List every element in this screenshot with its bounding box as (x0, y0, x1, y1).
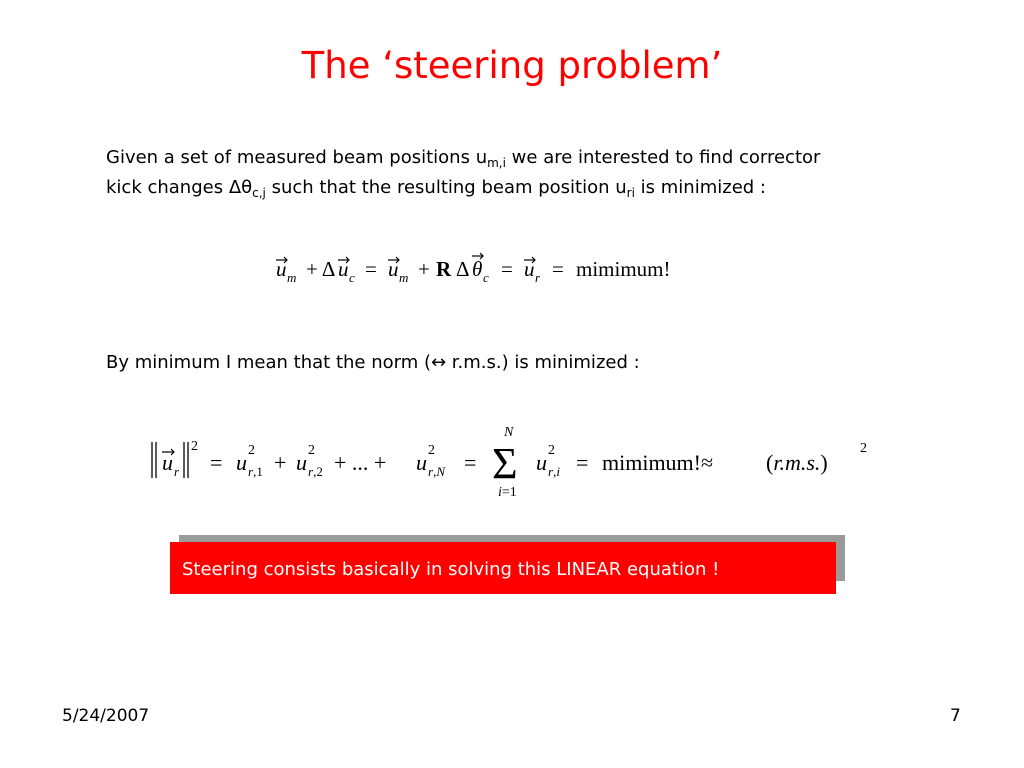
svg-text:=: = (576, 450, 589, 475)
norm-equation (146, 420, 886, 510)
svg-text:=: = (501, 257, 513, 281)
svg-text:u: u (236, 450, 247, 475)
svg-text:mimimum!≈: mimimum!≈ (602, 450, 714, 475)
delta-theta-symbol: Δθ (228, 177, 253, 198)
svg-text:=: = (552, 257, 564, 281)
svg-text:=: = (365, 257, 377, 281)
svg-text:r,N: r,N (428, 464, 445, 479)
svg-text:(r.m.s.): (r.m.s.) (766, 450, 828, 475)
footer-date: 5/24/2007 (62, 706, 150, 726)
svg-text:u: u (296, 450, 307, 475)
svg-text:N: N (504, 425, 514, 440)
svg-text:r,i: r,i (548, 464, 560, 479)
subscript: m,i (487, 156, 506, 170)
page-number: 7 (950, 706, 961, 726)
svg-text:R: R (436, 257, 452, 281)
svg-text:2: 2 (860, 441, 867, 456)
svg-text:=: = (464, 450, 477, 475)
svg-text:u: u (524, 257, 535, 281)
subscript: c,j (252, 186, 266, 200)
intro-text: is minimized : (634, 177, 766, 198)
steering-equation (270, 240, 710, 290)
intro-paragraph (106, 143, 966, 203)
callout-text: Steering consists basically in solving this LINEAR equation ! (170, 542, 836, 594)
svg-text:m: m (399, 270, 409, 285)
svg-text:i=1: i=1 (498, 485, 517, 500)
svg-text:u: u (388, 257, 399, 281)
svg-text:r,1: r,1 (248, 464, 263, 479)
svg-text:2: 2 (248, 443, 255, 458)
svg-text:+: + (418, 257, 430, 281)
svg-text:u: u (276, 257, 287, 281)
svg-text:+ Δ: + Δ (306, 257, 336, 281)
svg-text:u: u (338, 257, 349, 281)
slide-title: The ‘steering problem’ (301, 44, 723, 87)
svg-text:r: r (174, 464, 180, 479)
svg-text:r: r (535, 270, 541, 285)
intro-text: such that the resulting beam position u (265, 177, 627, 198)
svg-text:r,2: r,2 (308, 464, 323, 479)
svg-text:+ ... +: + ... + (334, 450, 387, 475)
svg-text:Δ: Δ (456, 257, 470, 281)
subscript: ri (626, 186, 635, 200)
svg-text:u: u (416, 450, 427, 475)
svg-text:θ: θ (472, 257, 483, 281)
svg-text:2: 2 (308, 443, 315, 458)
svg-text:2: 2 (548, 443, 555, 458)
svg-text:+: + (274, 450, 287, 475)
intro-text: Given a set of measured beam positions u (106, 147, 488, 168)
svg-text:c: c (349, 270, 355, 285)
norm-paragraph: By minimum I mean that the norm (↔ r.m.s.) is minimized : (106, 352, 640, 373)
svg-text:m: m (287, 270, 297, 285)
intro-text: we are interested to find corrector (505, 147, 821, 168)
svg-text:=: = (210, 450, 223, 475)
svg-text:2: 2 (191, 439, 198, 454)
svg-text:Σ: Σ (492, 439, 518, 488)
svg-text:c: c (483, 270, 489, 285)
svg-text:u: u (162, 450, 173, 475)
svg-text:mimimum!: mimimum! (576, 257, 671, 281)
svg-text:2: 2 (428, 443, 435, 458)
svg-text:u: u (536, 450, 547, 475)
intro-text: kick changes (106, 177, 229, 198)
